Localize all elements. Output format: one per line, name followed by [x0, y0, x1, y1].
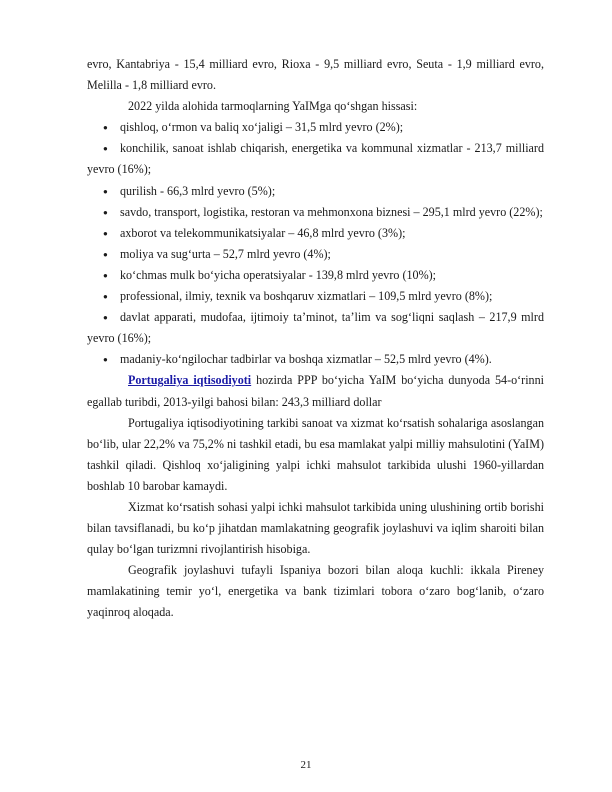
bullet-icon: ●	[103, 228, 108, 238]
bullet-icon: ●	[103, 123, 108, 133]
list-item-text: professional, ilmiy, texnik va boshqaruv xizmatlari – 109,5 mlrd yevro (8%);	[120, 289, 493, 304]
list-item	[87, 181, 544, 202]
page-number: 21	[300, 759, 312, 771]
list-item	[87, 286, 544, 307]
list-item	[87, 138, 544, 180]
list-item	[87, 117, 544, 138]
bullet-list	[87, 117, 544, 370]
list-item-text: axborot va telekommunikatsiyalar – 46,8 mlrd yevro (3%);	[120, 225, 406, 240]
list-item-text: qishloq, o‘rmon va baliq xo‘jaligi – 31,5 mlrd yevro (2%);	[120, 120, 404, 135]
bullet-icon: ●	[103, 270, 108, 280]
portugal-economy-paragraph	[87, 370, 544, 412]
list-item-text: madaniy-ko‘ngilochar tadbirlar va boshqa xizmatlar – 52,5 mlrd yevro (4%).	[120, 352, 492, 367]
list-item	[87, 244, 544, 265]
economy-structure-paragraph: Portugaliya iqtisodiyotining tarkibi sanoat va xizmat ko‘rsatish sohalariga asoslangan bo‘lib, ular 22,2% va 75,2% ni tashkil etadi, bu esa mamlakat yalpi milliy mahsulotini (YaIM) tashkil qiladi. Qishloq xo‘jaligining yalpi ichki mahsulot tarkibida ulushi 1960-yillardan boshlab 10 barobar kamaydi.	[87, 415, 544, 493]
list-item-text: ko‘chmas mulk bo‘yicha operatsiyalar - 139,8 mlrd yevro (10%);	[120, 267, 437, 282]
list-item	[87, 265, 544, 286]
portugal-economy-link[interactable]: Portugaliya iqtisodiyoti	[128, 373, 252, 388]
document-body	[87, 54, 544, 624]
list-item-text: moliya va sug‘urta – 52,7 mlrd yevro (4%);	[120, 246, 331, 261]
list-item	[87, 223, 544, 244]
list-item-text: davlat apparati, mudofaa, ijtimoiy ta’minot, ta’lim va sog‘liqni saqlash – 217,9 mlrd yevro (16%);	[87, 310, 544, 346]
bullet-icon: ●	[103, 144, 108, 154]
services-paragraph: Xizmat ko‘rsatish sohasi yalpi ichki mahsulot tarkibida uning ulushining ortib borishi bilan tavsiflanadi, bu ko‘p jihatdan mamlakatning geografik joylashuvi va iqlim sharoiti bilan qulay bo‘lgan turizmni rivojlantirish hisobiga.	[87, 499, 544, 557]
list-item-text: konchilik, sanoat ishlab chiqarish, energetika va kommunal xizmatlar - 213,7 milliard yevro (16%);	[87, 141, 544, 177]
bullet-icon: ●	[103, 249, 108, 259]
intro-paragraph: evro, Kantabriya - 15,4 milliard evro, Rioxa - 9,5 milliard evro, Seuta - 1,9 milliard evro, Melilla - 1,8 milliard evro.	[87, 57, 544, 93]
bullet-icon: ●	[103, 207, 108, 217]
list-item	[87, 307, 544, 349]
bullet-icon: ●	[103, 292, 108, 302]
bullet-icon: ●	[103, 313, 108, 323]
bullet-icon: ●	[103, 355, 108, 365]
list-item-text: qurilish - 66,3 mlrd yevro (5%);	[120, 183, 276, 198]
bullet-icon: ●	[103, 186, 108, 196]
portugal-economy-text: hozirda PPP bo‘yicha YaIM bo‘yicha dunyoda 54-o‘rinni egallab turibdi, 2013-yilgi bahosi bilan: 243,3 milliard dollar	[87, 373, 545, 409]
list-item-text: savdo, transport, logistika, restoran va mehmonxona biznesi – 295,1 mlrd yevro (22%);	[120, 204, 543, 219]
list-item	[87, 349, 544, 370]
geography-paragraph: Geografik joylashuvi tufayli Ispaniya bozori bilan aloqa kuchli: ikkala Pireney mamlakatining temir yo‘l, energetika va bank tizimlari tobora o‘zaro bog‘lanib, o‘zaro yaqinroq aloqada.	[87, 563, 544, 620]
section-heading: 2022 yilda alohida tarmoqlarning YaIMga qo‘shgan hissasi:	[128, 99, 418, 114]
list-item	[87, 202, 544, 223]
